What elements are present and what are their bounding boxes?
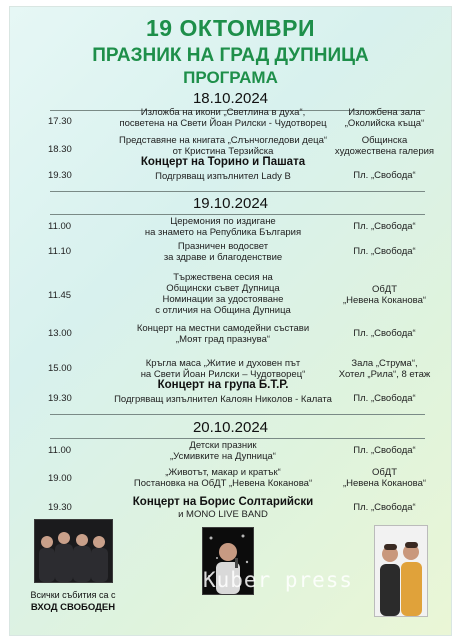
event-time: 11.45: [48, 290, 72, 301]
event-description: Детски празник „Усмивките на Дупница“: [170, 440, 276, 462]
event-place: Пл. „Свобода“: [353, 445, 416, 456]
event-description: Представяне на книгата „Слънчогледови деца“ от Кристина Терзийска: [118, 135, 328, 157]
event-description: Концерт на Торино и Пашата Подгряващ изпълнител Lady B: [108, 157, 338, 182]
event-description: Концерт на група Б.Т.Р. Подгряващ изпълнител Калоян Николов - Калата: [108, 380, 338, 405]
event-time: 17.30: [48, 116, 72, 127]
event-description: Тържествена сесия на Общински съвет Дупница Номинации за удостояване с отличия на Община Дупница: [155, 272, 291, 316]
band-photo: [34, 519, 113, 583]
event-place: Пл. „Свобода“: [353, 246, 416, 257]
event-poster: [9, 6, 452, 636]
divider: [50, 191, 425, 192]
event-place: Пл. „Свобода“: [353, 502, 416, 513]
concert-headline: Концерт на Торино и Пашата: [140, 156, 306, 168]
event-time: 19.30: [48, 170, 72, 181]
event-time: 18.30: [48, 144, 72, 155]
event-place: ОбДТ „Невена Коканова“: [342, 467, 427, 489]
day-3-date: 20.10.2024: [192, 419, 269, 436]
event-place: Пл. „Свобода“: [353, 328, 416, 339]
event-time: 19.30: [48, 502, 72, 513]
event-time: 15.00: [48, 363, 72, 374]
event-place: Пл. „Свобода“: [353, 393, 416, 404]
event-description: „Животът, макар и кратък“ Постановка на ОбДТ „Невена Коканова“: [133, 467, 313, 489]
event-description: Изложба на икони „Светлина в духа“, посветена на Свети Йоан Рилски - Чудотворец: [119, 107, 327, 129]
poster-holiday-title: ПРАЗНИК НА ГРАД ДУПНИЦА: [92, 45, 369, 66]
event-place: Зала „Струма“, Хотел „Рила“, 8 етаж: [338, 358, 431, 380]
watermark: Kuber press: [203, 568, 354, 592]
event-time: 13.00: [48, 328, 72, 339]
event-time: 19.30: [48, 393, 72, 404]
concert-headline: Концерт на Борис Солтарийски: [132, 496, 314, 508]
event-description: Празничен водосвет за здраве и благоденствие: [163, 241, 283, 263]
divider: [50, 214, 425, 215]
day-2-date: 19.10.2024: [192, 195, 269, 212]
day-1-date: 18.10.2024: [192, 90, 269, 107]
event-place: Изложбена зала „Околийска къща“: [344, 107, 425, 129]
event-description: Концерт на Борис Солтарийски и MONO LIVE BAND: [108, 497, 338, 520]
poster-date-title: 19 ОКТОМВРИ: [146, 15, 315, 41]
event-place: Пл. „Свобода“: [353, 170, 416, 181]
divider: [50, 414, 425, 415]
event-time: 11.00: [48, 221, 72, 232]
event-place: Пл. „Свобода“: [353, 221, 416, 232]
event-place: ОбДТ „Невена Коканова“: [342, 284, 427, 306]
event-time: 19.00: [48, 473, 72, 484]
poster-program-title: ПРОГРАМА: [183, 68, 278, 87]
event-description: Церемония по издигане на знамето на Република България: [144, 216, 302, 238]
event-time: 11.10: [48, 246, 72, 257]
free-entry-note: Всички събития са с ВХОД СВОБОДЕН: [30, 590, 116, 613]
event-description: Кръгла маса „Житие и духовен път на Свети Йоан Рилски – Чудотворец“: [140, 358, 306, 380]
event-place: Общинска художествена галерия: [334, 135, 435, 157]
concert-headline: Концерт на група Б.Т.Р.: [157, 379, 289, 391]
duo-photo: [374, 525, 428, 617]
event-description: Концерт на местни самодейни състави „Моят град празнува“: [136, 323, 310, 345]
divider: [50, 438, 425, 439]
event-time: 11.00: [48, 445, 72, 456]
